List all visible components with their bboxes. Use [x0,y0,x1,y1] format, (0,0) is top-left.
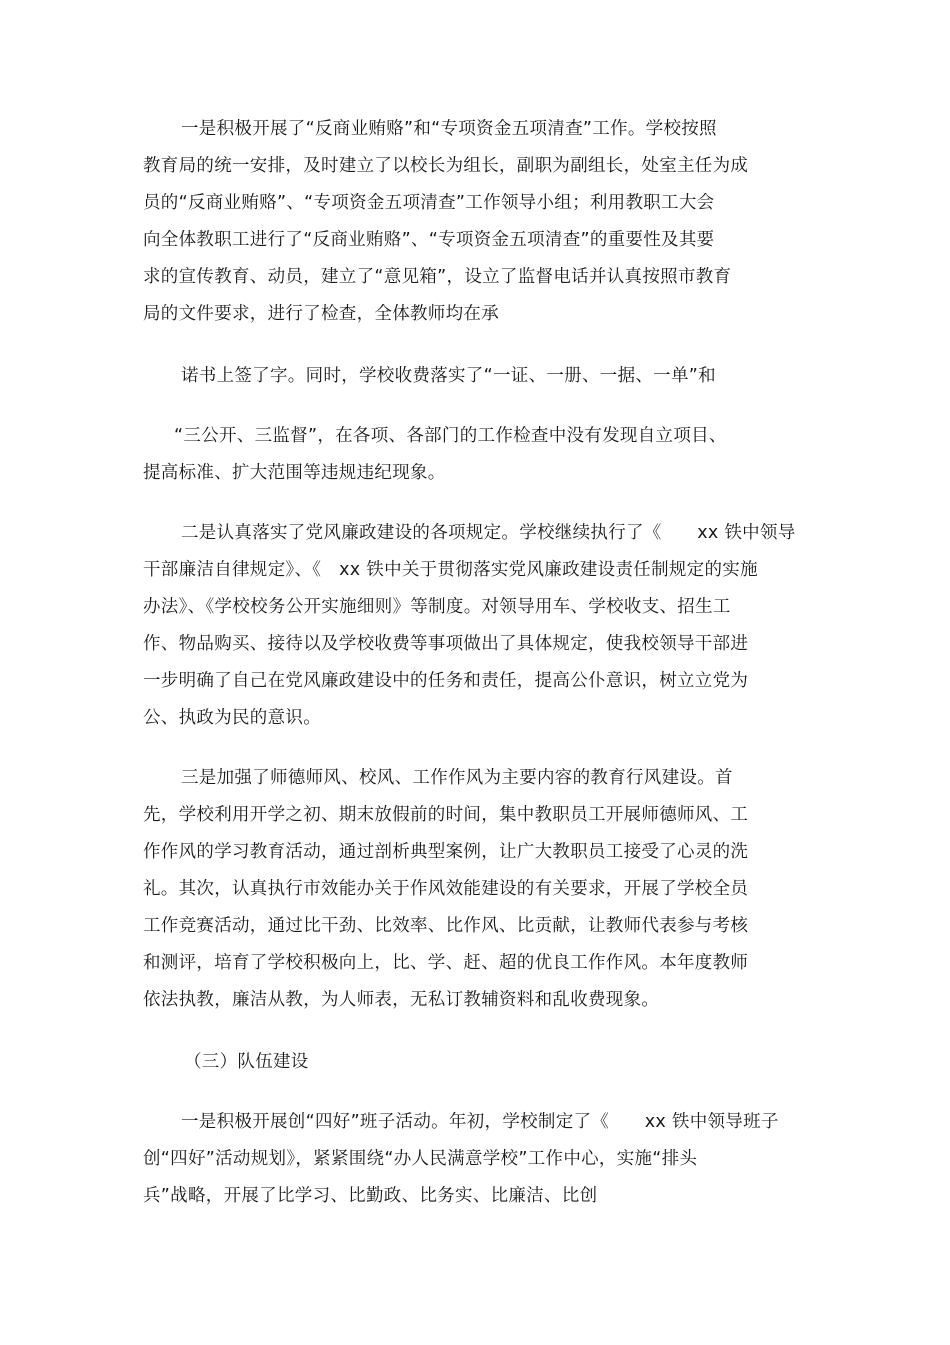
paragraph-5-line-6: 和测评，培育了学校积极向上，比、学、赶、超的优良工作作风。本年度教师 [143,953,749,973]
paragraph-5-line-3: 作作风的学习教育活动，通过剖析典型案例，让广大教职员工接受了心灵的洗 [143,842,749,862]
paragraph-4-line-2: 干部廉洁自律规定》、《 xx 铁中关于贯彻落实党风廉政建设责任制规定的实施 [143,560,758,580]
paragraph-3-line-2: 提高标准、扩大范围等违规违纪现象。 [143,463,446,483]
paragraph-6-line-3: 兵”战略，开展了比学习、比勤政、比务实、比廉洁、比创 [143,1186,598,1206]
paragraph-4-line-4: 作、物品购买、接待以及学校收费等事项做出了具体规定，使我校领导干部进 [143,634,749,654]
paragraph-1-line-6: 局的文件要求，进行了检查，全体教师均在承 [143,304,499,324]
paragraph-4-line-1: 二是认真落实了党风廉政建设的各项规定。学校继续执行了《 xx 铁中领导 [181,523,796,543]
paragraph-1-line-4: 向全体教职工进行了“反商业贿赂”、“专项资金五项清查”的重要性及其要 [143,230,715,250]
section-heading: （三）队伍建设 [184,1052,309,1072]
paragraph-5-line-2: 先，学校利用开学之初、期末放假前的时间，集中教职员工开展师德师风、工 [143,805,749,825]
paragraph-4-line-3: 办法》、《学校校务公开实施细则》等制度。对领导用车、学校收支、招生工 [143,597,731,617]
paragraph-1-line-5: 求的宣传教育、动员，建立了“意见箱”，设立了监督电话并认真按照市教育 [143,267,732,287]
paragraph-1-line-2: 教育局的统一安排，及时建立了以校长为组长，副职为副组长，处室主任为成 [143,156,749,176]
paragraph-1-line-3: 员的“反商业贿赂”、“专项资金五项清查”工作领导小组；利用教职工大会 [143,193,715,213]
paragraph-1-line-1: 一是积极开展了“反商业贿赂”和“专项资金五项清查”工作。学校按照 [181,119,717,139]
paragraph-2-line-1: 诺书上签了字。同时，学校收费落实了“一证、一册、一据、一单”和 [181,366,716,386]
paragraph-5-line-7: 依法执教，廉洁从教，为人师表，无私订教辅资料和乱收费现象。 [143,990,660,1010]
paragraph-5-line-5: 工作竞赛活动，通过比干劲、比效率、比作风、比贡献，让教师代表参与考核 [143,916,749,936]
paragraph-5-line-1: 三是加强了师德师风、校风、工作作风为主要内容的教育行风建设。首 [181,768,733,788]
paragraph-5-line-4: 礼。其次，认真执行市效能办关于作风效能建设的有关要求，开展了学校全员 [143,879,749,899]
paragraph-6-line-2: 创“四好”活动规划》，紧紧围绕“办人民满意学校”工作中心，实施“排头 [143,1149,698,1169]
paragraph-4-line-6: 公、执政为民的意识。 [143,708,321,728]
paragraph-3-line-1: “三公开、三监督”，在各项、各部门的工作检查中没有发现自立项目、 [174,426,727,446]
paragraph-6-line-1: 一是积极开展创“四好”班子活动。年初，学校制定了《 xx 铁中领导班子 [181,1112,779,1132]
paragraph-4-line-5: 一步明确了自己在党风廉政建设中的任务和责任，提高公仆意识，树立立党为 [143,671,749,691]
